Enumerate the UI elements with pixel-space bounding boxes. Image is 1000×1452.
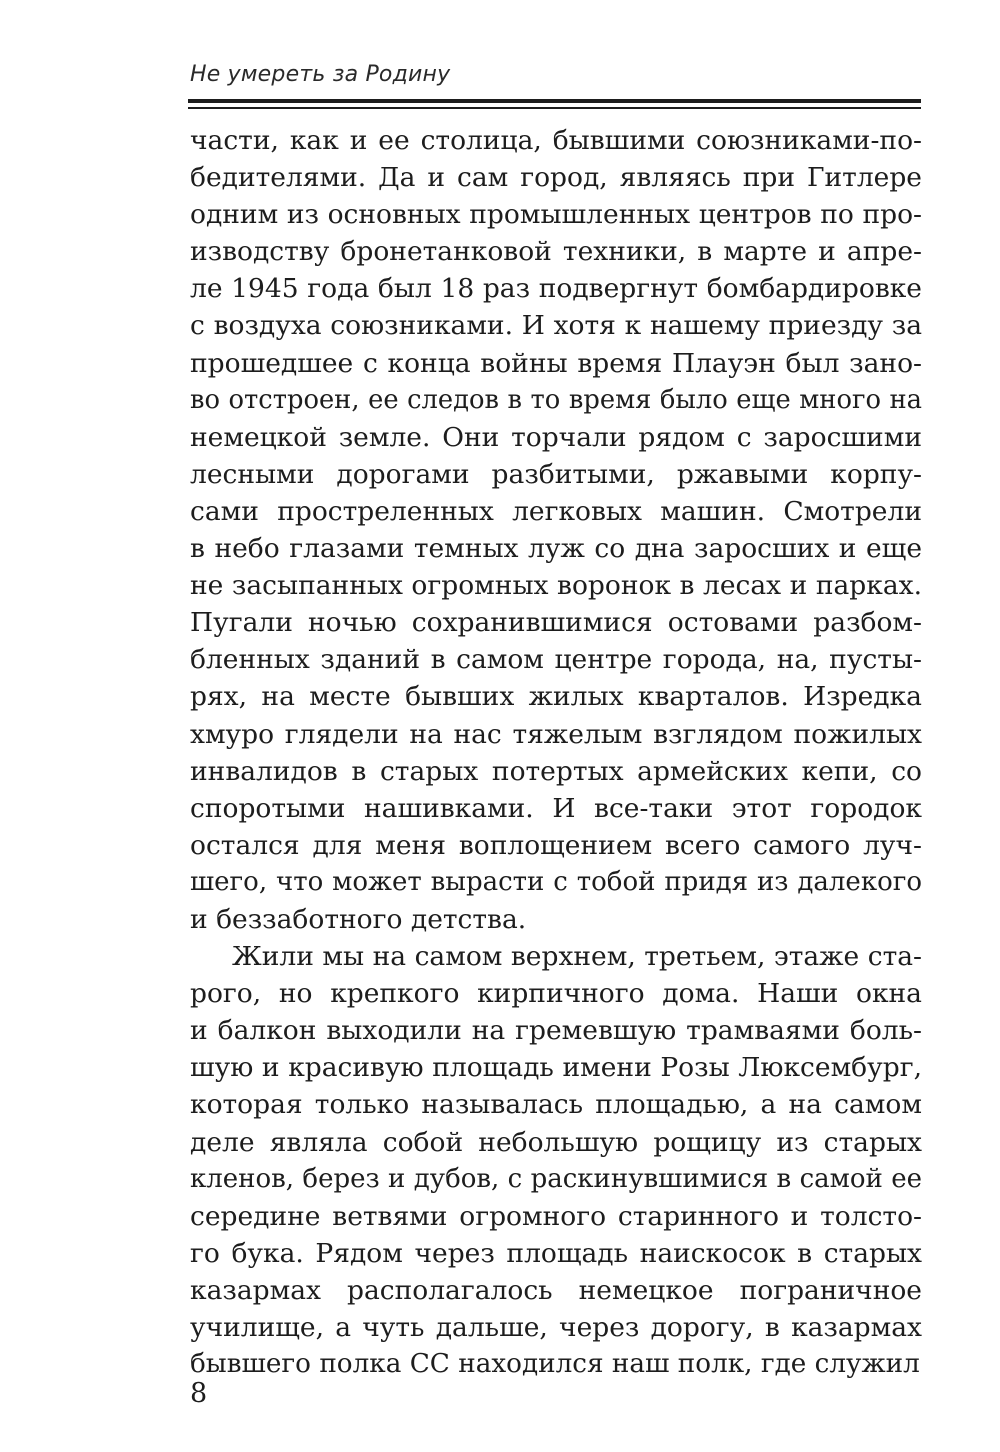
text-line: го бука. Рядом через площадь наискосок в старых — [190, 1237, 922, 1269]
text-line: части, как и ее столица, бывшими союзниками-по- — [190, 125, 922, 156]
text-line: училище, а чуть дальше, через дорогу, в казармах — [190, 1312, 922, 1343]
running-title: Не умереть за Родину — [190, 62, 451, 87]
text-line: споротыми нашивками. И все-таки этот городок — [190, 792, 922, 824]
text-line: остался для меня воплощением всего самого луч- — [190, 829, 922, 861]
text-line: сами простреленных легковых машин. Смотрели — [190, 495, 922, 527]
body-text — [190, 122, 922, 1383]
text-line: одним из основных промышленных центров по про- — [190, 199, 922, 231]
text-line: рях, на месте бывших жилых кварталов. Изредка — [190, 681, 922, 713]
text-line: казармах располагалось немецкое пограничное — [190, 1274, 922, 1306]
text-line: прошедшее с конца войны время Плауэн был зано- — [190, 347, 922, 379]
text-line: во отстроен, ее следов в то время было еще много на — [190, 384, 922, 415]
text-line: шую и красивую площадь имени Розы Люксембург, — [190, 1052, 922, 1084]
text-line: и беззаботного детства. — [190, 903, 527, 935]
text-line: середине ветвями огромного старинного и толсто- — [190, 1200, 922, 1232]
text-line: бедителями. Да и сам город, являясь при Гитлере — [190, 162, 922, 194]
text-line: с воздуха союзниками. И хотя к нашему приезду за — [190, 310, 922, 342]
text-line: рого, но крепкого кирпичного дома. Наши окна — [190, 978, 922, 1010]
text-line: инвалидов в старых потертых армейских кепи, со — [190, 755, 922, 787]
text-line: деле являла собой небольшую рощицу из старых — [190, 1126, 922, 1158]
text-line: лесными дорогами разбитыми, ржавыми корпу- — [190, 458, 922, 490]
text-line: и балкон выходили на гремевшую трамваями боль- — [190, 1015, 922, 1047]
text-line: хмуро глядели на нас тяжелым взглядом пожилых — [190, 718, 922, 750]
text-line: которая только называлась площадью, а на самом — [190, 1089, 922, 1121]
text-line: шего, что может вырасти с тобой придя из далекого — [190, 866, 922, 897]
header-rule-thin — [188, 107, 921, 109]
page-number: 8 — [190, 1378, 208, 1409]
text-line: не засыпанных огромных воронок в лесах и парках. — [190, 570, 922, 602]
text-line: Жили мы на самом верхнем, третьем, этаже ста- — [232, 941, 922, 973]
text-line: ле 1945 года был 18 раз подвергнут бомбардировке — [190, 273, 922, 305]
text-line: бленных зданий в самом центре города, на, пусты- — [190, 644, 922, 676]
text-line: в небо глазами темных луж со дна заросших и еще — [190, 533, 922, 565]
text-line: бывшего полка СС находился наш полк, где служил — [190, 1349, 920, 1380]
text-line: Пугали ночью сохранившимися остовами разбом- — [190, 607, 922, 639]
text-line: кленов, берез и дубов, с раскинувшимися в самой ее — [190, 1163, 922, 1194]
header-rule-thick — [188, 99, 921, 103]
text-line: немецкой земле. Они торчали рядом с заросшими — [190, 421, 922, 453]
text-line: изводству бронетанковой техники, в марте и апре- — [190, 236, 922, 268]
